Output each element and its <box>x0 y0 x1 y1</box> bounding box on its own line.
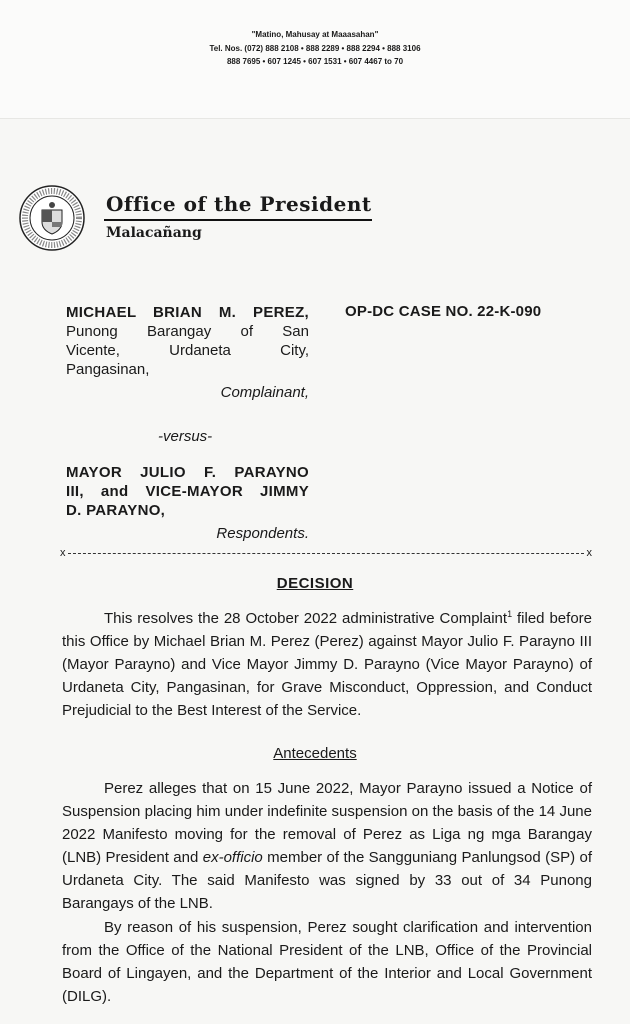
complainant-desc-line: Pangasinan, <box>66 361 150 378</box>
antecedents-heading: Antecedents <box>273 745 357 762</box>
complainant-desc-line: Vicente, Urdaneta City, <box>66 342 309 359</box>
office-location: Malacañang <box>106 225 202 241</box>
paragraph-antecedents-2: By reason of his suspension, Perez sought clarification and intervention from the Office of the National President of the LNB, Office of the Provincial Board of Lingayen, and the Department of the Interior and Local Government (DILG). <box>62 919 592 1005</box>
respondent-name-line: III, and VICE-MAYOR JIMMY <box>66 483 309 500</box>
paragraph-text: Perez alleges that on 15 June 2022, Mayor Parayno issued a Notice of Suspension placing him under indefinite suspension on the basis of the 14 June 2022 Manifesto moving for the removal of Perez as Liga ng mga Barangay (LNB) President and <box>62 780 592 866</box>
versus-label: -versus- <box>158 428 213 445</box>
decision-heading: DECISION <box>276 575 354 592</box>
paragraph-text: member of the Sangguniang Panlungsod (SP) of Urdaneta City. The said Manifesto was signed by 33 out of 34 Punong Barangays of the LNB. <box>62 849 592 912</box>
telephone-line-1: Tel. Nos. (072) 888 2108 • 888 2289 • 888 2294 • 888 3106 <box>209 44 421 53</box>
office-title: Office of the President <box>106 192 372 216</box>
respondent-name-line: MAYOR JULIO F. PARAYNO <box>66 464 309 481</box>
letterhead-top <box>0 0 630 119</box>
caption-divider <box>60 546 592 560</box>
paragraph-text: filed before this Office by Michael Brian M. Perez (Perez) against Mayor Julio F. Parayno III (Mayor Parayno) and Vice Mayor Jimmy D. Parayno (Vice Mayor Parayno) of Urdaneta City, Pangasinan, for Grave Misconduct, Oppression, and Conduct Prejudicial to the Best Interest of the Service. <box>62 610 592 719</box>
divider-right-mark: x <box>586 547 592 559</box>
italic-term: ex-officio <box>202 849 263 866</box>
complainant-desc-line: Punong Barangay of San <box>66 323 309 340</box>
complainant-block <box>66 303 309 402</box>
paragraph-intro <box>62 607 592 722</box>
divider-left-mark: x <box>60 547 66 559</box>
case-number: OP-DC CASE NO. 22-K-090 <box>345 303 542 320</box>
paragraph-text: This resolves the 28 October 2022 administrative Complaint <box>104 610 508 627</box>
complainant-name: MICHAEL BRIAN M. PEREZ, <box>66 304 309 321</box>
telephone-line-2: 888 7695 • 607 1245 • 607 1531 • 607 4467 to 70 <box>226 57 404 66</box>
respondent-role: Respondents. <box>216 525 309 542</box>
paragraph-antecedents-1 <box>62 777 592 915</box>
respondent-name-line: D. PARAYNO, <box>66 502 166 519</box>
office-title-underline <box>104 219 372 221</box>
presidential-seal-icon <box>18 184 86 252</box>
respondent-block <box>66 463 309 543</box>
footnote-marker: 1 <box>507 609 513 619</box>
motto: "Matino, Mahusay at Maaasahan" <box>251 30 379 39</box>
complainant-role: Complainant, <box>220 384 309 401</box>
